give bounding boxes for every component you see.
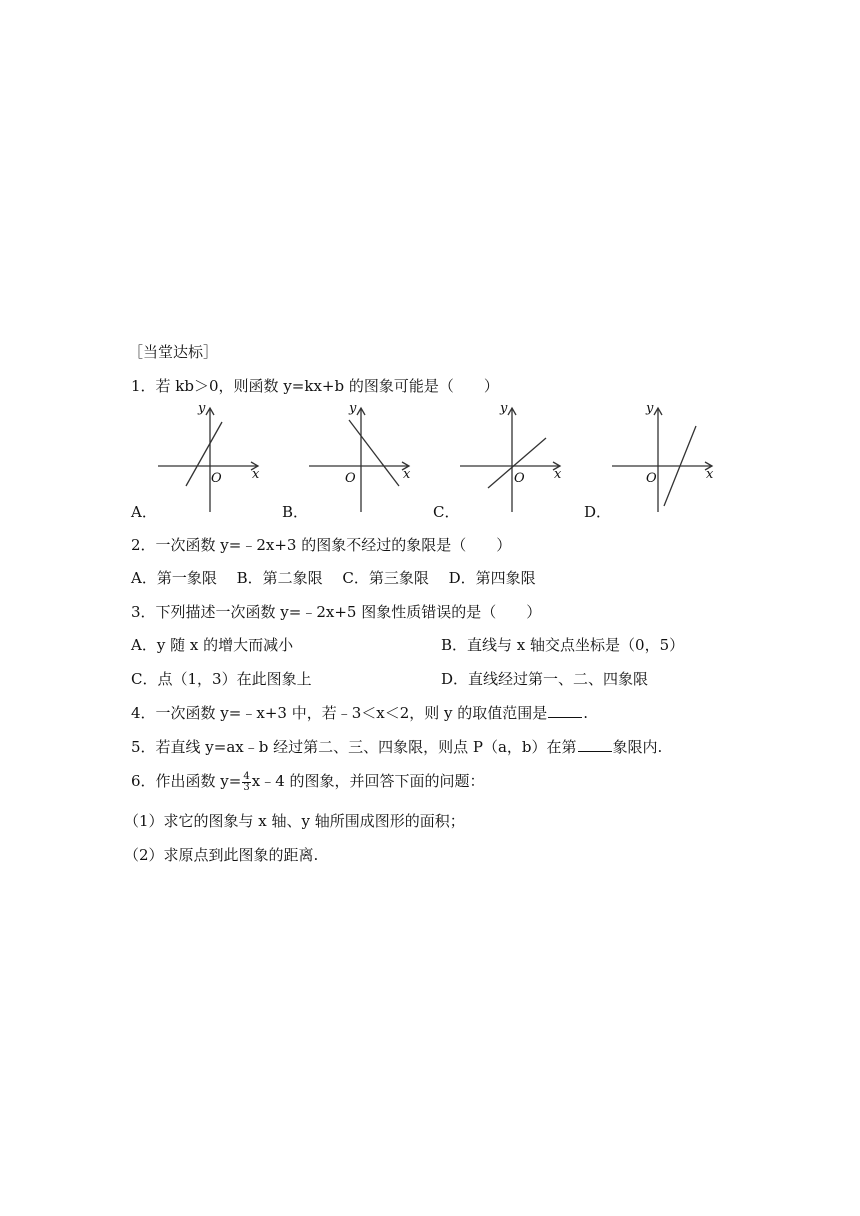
- section-title: ［当堂达标］: [128, 343, 219, 361]
- q4-answer-blank: [548, 703, 582, 718]
- q3-option-a: A．y 随 x 的增大而减小: [131, 636, 294, 654]
- q1-option-a-label: A．: [131, 503, 157, 521]
- y-axis-label: y: [646, 402, 654, 416]
- x-axis-label: x: [252, 467, 260, 482]
- q1-graph-a: [156, 402, 266, 514]
- question-3-text: 3．下列描述一次函数 y=﹣2x+5 图象性质错误的是（ ）: [131, 603, 542, 621]
- question-1-text: 1．若 kb＞0，则函数 y=kx+b 的图象可能是（ ）: [131, 377, 499, 395]
- q1-graph-c: [458, 402, 568, 514]
- q6-text-after: x﹣4 的图象，并回答下面的问题：: [251, 772, 485, 790]
- q6-text-before: 6．作出函数 y=: [131, 772, 242, 790]
- q5-answer-blank: [578, 737, 612, 752]
- y-axis-label: y: [198, 402, 206, 416]
- q6-sub-question-1: （1）求它的图象与 x 轴、y 轴所围成图形的面积；: [124, 812, 465, 830]
- origin-label: O: [345, 471, 356, 486]
- y-axis-label: y: [500, 402, 508, 416]
- q4-text-before: 4．一次函数 y=﹣x+3 中，若﹣3＜x＜2，则 y 的取值范围是: [131, 704, 548, 722]
- q5-text-after: 象限内.: [612, 738, 663, 756]
- q6-frac-denominator: 3: [243, 781, 250, 793]
- q6-sub-question-2: （2）求原点到此图象的距离.: [124, 846, 319, 864]
- origin-label: O: [211, 471, 222, 486]
- x-axis-label: x: [706, 467, 714, 482]
- q3-option-b: B．直线与 x 轴交点坐标是（0，5）: [441, 636, 685, 654]
- q1-option-b-label: B．: [282, 503, 309, 521]
- question-2-text: 2．一次函数 y=﹣2x+3 的图象不经过的象限是（ ）: [131, 536, 512, 554]
- origin-label: O: [646, 471, 657, 486]
- x-axis-label: x: [403, 467, 411, 482]
- q1-option-d-label: D．: [584, 503, 612, 521]
- q6-frac-numerator: 4: [243, 770, 250, 782]
- q5-text-before: 5．若直线 y=ax﹣b 经过第二、三、四象限，则点 P（a，b）在第: [131, 738, 577, 756]
- question-4-text: [131, 703, 588, 723]
- question-6-text: [131, 771, 485, 793]
- q3-option-c: C．点（1，3）在此图象上: [131, 670, 312, 688]
- q4-text-after: .: [583, 704, 589, 722]
- y-axis-label: y: [349, 402, 357, 416]
- question-2-options: A．第一象限 B．第二象限 C．第三象限 D．第四象限: [131, 569, 536, 587]
- x-axis-label: x: [554, 467, 562, 482]
- q6-fraction: [242, 772, 250, 793]
- origin-label: O: [514, 471, 525, 486]
- q1-graph-d: [610, 402, 720, 514]
- q1-option-c-label: C．: [433, 503, 460, 521]
- q1-graph-b: [307, 402, 417, 514]
- question-5-text: [131, 737, 662, 757]
- q3-option-d: D．直线经过第一、二、四象限: [441, 670, 649, 688]
